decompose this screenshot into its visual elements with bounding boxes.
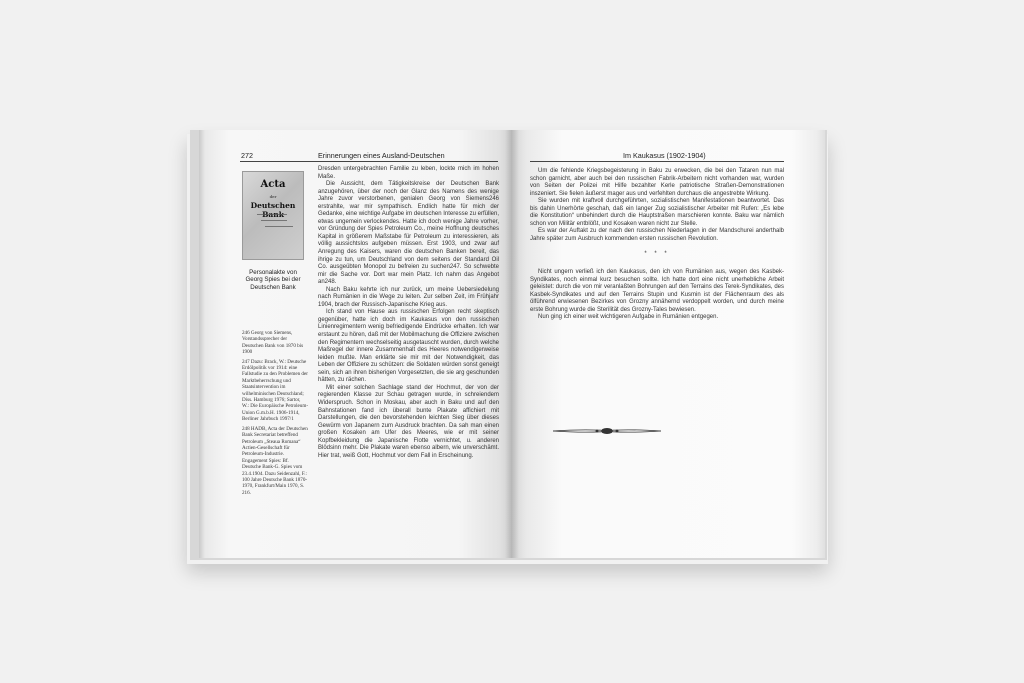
paragraph: Es war der Auftakt zu der nach den russischen Niederlagen in der Mandschurei anderthalb Jahre später zum Ausbruch kommenden ersten russischen Revolution. (530, 228, 784, 242)
page-number: 272 (241, 151, 253, 160)
book-spine (505, 130, 519, 558)
image-subtitle: der (269, 194, 277, 199)
paragraph: Um die fehlende Kriegsbegeisterung in Baku zu erwecken, die bei den Tataren nun mal schon garnicht, aber auch bei den russischen Fabrik-Arbeitern nicht vorhanden war, wurden von Seiten der Polizei mit Hilfe bezahlter Kerle patriotische Straßen-Demonstrationen inszeniert. Sie fielen äußerst mager aus und verfehlten durchaus die angestrebte Wirkung. (530, 168, 784, 197)
footnote: 246 Georg von Siemens, Vorstandssprecher der Deutschen Bank von 1870 bis 1900 (242, 330, 304, 356)
end-ornament (551, 425, 663, 437)
image-title: Acta (260, 179, 286, 190)
image-caption: Personalakte von Georg Spies bei der Deutschen Bank (245, 269, 301, 291)
left-running-head: Erinnerungen eines Ausland-Deutschen (318, 151, 445, 160)
handwriting-line (257, 214, 287, 215)
paragraph: Nach Baku kehrte ich nur zurück, um meine Uebersiedelung nach Rumänien in die Wege zu leiten. Zur selben Zeit, im Frühjahr 1904, brach der Russisch-Japanische Krieg aus. (318, 286, 499, 308)
right-body-text (530, 168, 784, 322)
personnel-file-image (242, 171, 304, 260)
footnote: 248 HADB, Acta der Deutschen Bank Secretariat betreffend Petroleum „Steaua Romana“ Actien-Gesellschaft für Petroleum-Industrie. Engagement Spies: Bf. Deutsche Bank-G. Spies vom 23.4.1904. Dazu Seidenzahl, F.: 100 Jahre Deutsche Bank 1870-1970, Frankfurt/Main 1970, S. 216. (242, 425, 308, 496)
handwriting-line (261, 220, 287, 221)
right-header-rule (530, 161, 784, 162)
image-bank-name: Deutschen (250, 201, 296, 210)
footnotes (242, 330, 308, 499)
ornament-dot (616, 430, 619, 433)
right-running-head: Im Kaukasus (1902-1904) (623, 151, 706, 160)
ornament-center (601, 428, 613, 434)
section-separator: * * * (644, 251, 670, 258)
footnote: 247 Dazu: Brack, W.: Deutsche Erdölpolitik vor 1914: eine Fallstudie zu den Problemen der Marktbeherrschung und Staatsintervention im wilhelminischen Deutschland; Diss. Hamburg 1976; Sartor, W.: Die Europäische Petroleum-Union G.m.b.H. 1906-1914, Berliner Jahrbuch 1997/1 (242, 358, 309, 423)
paragraph: Sie wurden mit kraftvoll durchgeführten, sozialistischen Manifestationen beantwortet. Das bis dahin Unerhörte geschah, daß ein langer Zug sozialistischer Arbeiter mit Rufen: „Es lebe die Konstitution“ unbehindert durch die Hauptstraßen marschieren konnte. Baku war nämlich schon von Militär entblößt, und Kosaken waren nicht zur Stelle. (530, 198, 784, 227)
paragraph: Dresden untergebrachten Familie zu leben, lockte mich im hohen Maße. (318, 166, 499, 180)
paragraph: Nun ging ich einer weit wichtigeren Aufgabe in Rumänien entgegen. (538, 314, 719, 321)
paragraph: Mit einer solchen Sachlage stand der Hochmut, der von der regierenden Klasse zur Schau getragen wurde, in schreiendem Widerspruch. Schon in Moskau, aber auch in Baku und auf den Bahnstationen fand ich überall bunte Plakate affichiert mit Darstellungen, die den bevorstehenden leichten Sieg über dieses Gewürm von Japanern zum Ausdruck brachten. Da sah man einen großen Kosaken am Ufer des Meeres, wie er mit seiner Kopfbekleidung die Japanische Flotte vernichtet, u. anderen Blödsinn mehr. Die Plakate waren ebenso albern, wie unverschämt. Hier trat, weiß Gott, Hochmut vor dem Fall in Erscheinung. (318, 384, 499, 459)
left-body-text (318, 166, 499, 460)
paragraph: Nicht ungern verließ ich den Kaukasus, den ich von Rumänien aus, wegen des Kasbek-Syndikates, noch einmal kurz besuchen sollte. Ich hatte dort eine nicht unerhebliche Arbeit geleistet: durch die von mir veranlaßten Bohrungen auf den Terrains des Terek-Syndikates, des Kasbek-Syndikates und auf den Terrains Stupin und Kusmin ist der Flächenraum des als ölführend erwiesenen Bezirkes von Grozny annähernd verdoppelt worden, und durch meine erste Bohrung wurde die Sterilität des Grozny-Tales bewiesen. (530, 269, 784, 313)
paragraph: Die Aussicht, dem Tätigkeitskreise der Deutschen Bank anzugehören, über der noch der Glanz des Namens des wenige Jahre zuvor verstorbenen, genialen Georg von Siemens246 erstrahlte, war mir sympathisch. Endlich hatte für mich der Gedanke, eine wichtige Aufgabe im deutschen Interesse zu erfüllen, etwas ungemein verlockendes. Hatte ich doch wenige Jahre vorher, vor Gründung der Spies Petroleum Co., meine Hoffnung deutsches Kapital in größerem Maßstabe für Petroleum zu interessieren, als völlig aussichtslos aufgeben müssen. Erst 1903, und zwar auf Anregung des Kaisers, waren die deutschen Banken bereit, das ihrige zu tun, um Deutschland von dem seitens der Standard Oil Co. ausgeübten Monopol zu befreien zu suchen247. So schwebte mir die Sache vor. Dort war mein Platz. Ich nahm das Angebot an248. (318, 181, 499, 286)
left-header-rule (240, 161, 498, 162)
paragraph: Ich stand von Hause aus russischen Erfolgen recht skeptisch gegenüber, hatte ich doch im Kaukasus von den russischen Linienregimentern wenig befriedigende Eindrücke erhalten. Ich war erstaunt zu hören, daß mit der Mobilmachung die Offiziere zwischen den Regimentern wechselseitig ausgetauscht wurden, durch welche Maßregel der innere Zusammenhalt des Heeres notwendigerweise leiden mußte. Man erklärte sie mir mit der Notwendigkeit, das Leben der Offiziere zu schützen: die Soldaten würden sonst geneigt sein, sich an ihren bisherigen Vorgesetzten, die sie arg geschunden hätten, zu rächen. (318, 309, 499, 384)
ornament-dot (596, 430, 599, 433)
handwriting-line (265, 226, 293, 227)
